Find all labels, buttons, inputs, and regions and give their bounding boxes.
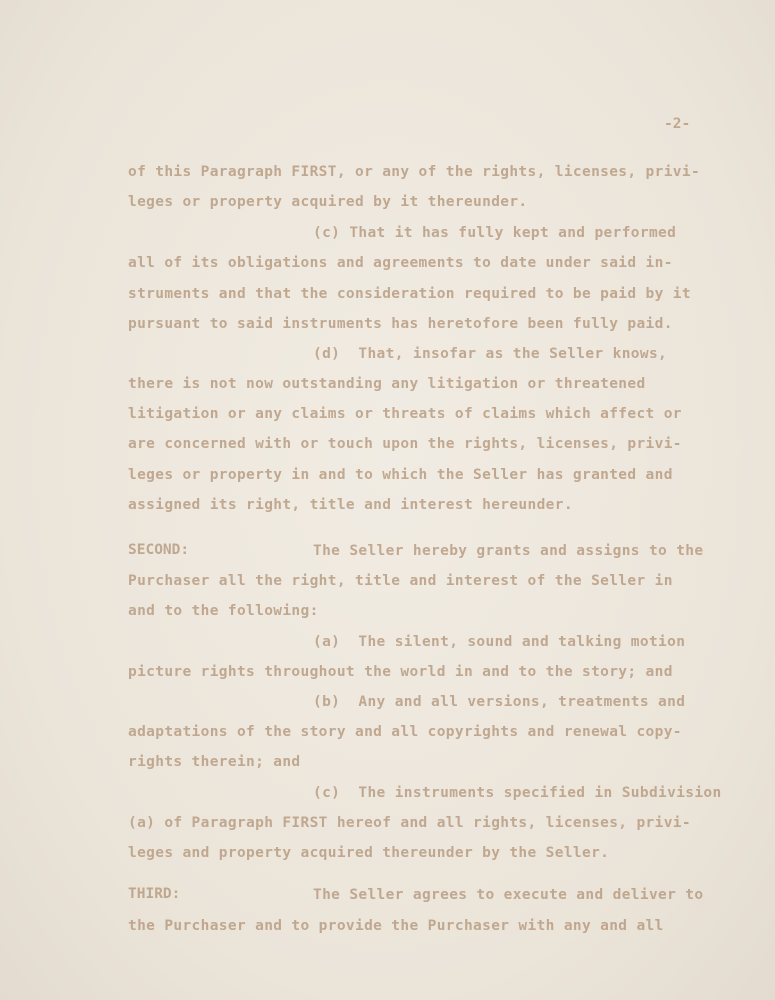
body-line: leges or property in and to which the Seller has granted and	[128, 467, 673, 483]
page-number: -2-	[664, 116, 691, 132]
body-line: struments and that the consideration required to be paid by it	[128, 286, 691, 302]
body-line: picture rights throughout the world in and to the story; and	[128, 664, 673, 680]
section-label-third: THIRD:	[128, 886, 181, 902]
body-line: leges or property acquired by it thereunder.	[128, 194, 528, 210]
body-line: adaptations of the story and all copyrights and renewal copy-	[128, 724, 682, 740]
body-line: (b) Any and all versions, treatments and	[313, 694, 686, 710]
body-line: litigation or any claims or threats of claims which affect or	[128, 406, 682, 422]
body-line: leges and property acquired thereunder by the Seller.	[128, 845, 610, 861]
body-line: The Seller hereby grants and assigns to the	[313, 543, 704, 559]
body-line: are concerned with or touch upon the rights, licenses, privi-	[128, 436, 682, 452]
body-line: (d) That, insofar as the Seller knows,	[313, 346, 668, 362]
body-line: and to the following:	[128, 603, 319, 619]
body-line: The Seller agrees to execute and deliver to	[313, 887, 704, 903]
body-line: all of its obligations and agreements to date under said in-	[128, 255, 673, 271]
body-line: (a) The silent, sound and talking motion	[313, 634, 686, 650]
body-line: assigned its right, title and interest hereunder.	[128, 497, 573, 513]
section-label-second: SECOND:	[128, 542, 190, 558]
body-line: (c) That it has fully kept and performed	[313, 225, 677, 241]
body-line: the Purchaser and to provide the Purchaser with any and all	[128, 918, 664, 934]
body-line: (a) of Paragraph FIRST hereof and all rights, licenses, privi-	[128, 815, 691, 831]
body-line: of this Paragraph FIRST, or any of the rights, licenses, privi-	[128, 164, 701, 180]
body-line: there is not now outstanding any litigation or threatened	[128, 376, 646, 392]
body-line: Purchaser all the right, title and interest of the Seller in	[128, 573, 673, 589]
body-line: (c) The instruments specified in Subdivision	[313, 785, 722, 801]
body-line: rights therein; and	[128, 754, 301, 770]
body-line: pursuant to said instruments has heretofore been fully paid.	[128, 316, 673, 332]
